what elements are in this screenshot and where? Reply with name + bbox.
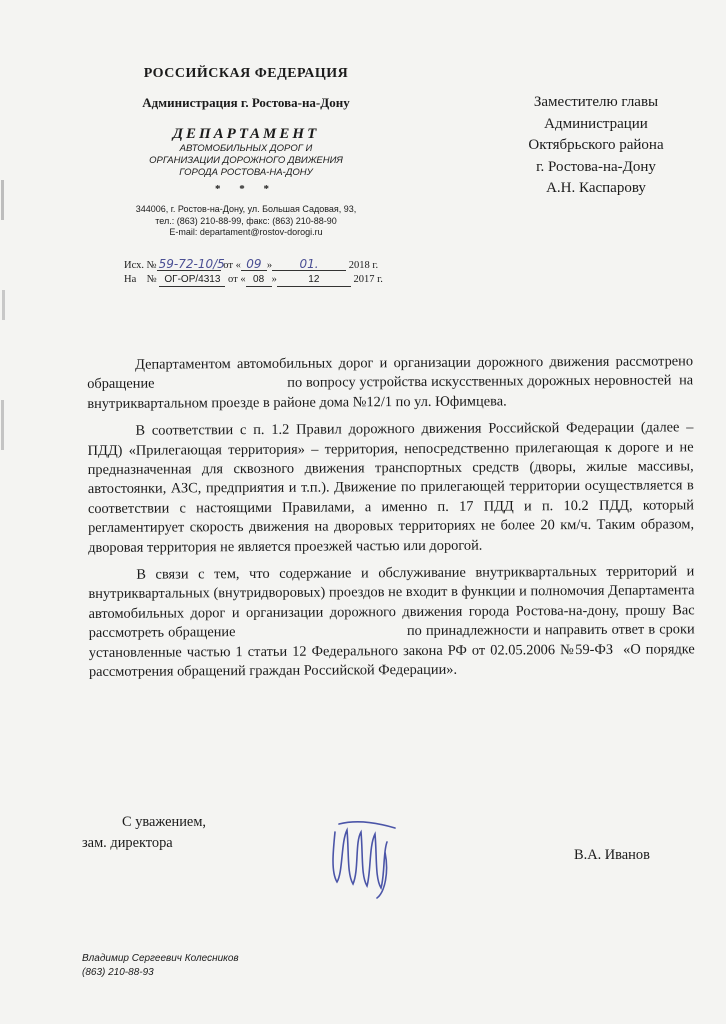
incoming-from: от « — [228, 274, 246, 285]
closing-block — [82, 812, 206, 854]
letterhead-phones: тел.: (863) 210-88-99, факс: (863) 210-88-90 — [155, 215, 337, 226]
incoming-day: 08 — [246, 274, 272, 287]
closing-regards: С уважением, — [122, 814, 207, 830]
dept-line-3: ГОРОДА РОСТОВА-НА-ДОНУ — [179, 167, 313, 178]
letterhead-stars: * * * — [215, 183, 277, 195]
outgoing-number: 59-72-10/5 — [158, 257, 225, 271]
letterhead-country: РОССИЙСКАЯ ФЕДЕРАЦИЯ — [143, 66, 349, 81]
addressee-line-5: А.Н. Каспарову — [546, 180, 646, 196]
outgoing-from: от « — [223, 260, 241, 271]
outgoing-year: 2018 г. — [348, 260, 379, 271]
closing-position: зам. директора — [82, 835, 173, 851]
letterhead-contacts — [96, 204, 396, 239]
handwritten-signature — [325, 812, 405, 907]
executor-name: Владимир Сергеевич Колесников — [82, 953, 239, 964]
body-paragraph-2: В соответствии с п. 1.2 Правил дорожного движения Российской Федерации (далее – ПДД) «Прилегающая территория» – территория, непосредственно прилегающая к дороге и не предназначенная для сквозного движения транспортных средств (дворы, жилые массивы, автостоянки, АЗС, предприятия и т.п.). Движение по прилегающей территории осуществляется в соответствии с настоящими Правилами, а именно п. 17 ПДД и п. 10.2 ПДД, который регламентирует скорость движения на дворовых территориях не более 20 км/ч. Таким образом, дворовая территория не является проезжей частью или дорогой. — [87, 419, 695, 556]
letterhead-email: E-mail: departament@rostov-dorogi.ru — [169, 227, 323, 237]
outgoing-month: 01. — [272, 258, 346, 271]
addressee-line-1: Заместителю главы — [533, 94, 659, 110]
scan-edge-mark — [0, 170, 7, 470]
letter-body — [87, 352, 699, 690]
addressee-line-3: Октябрьского района — [528, 137, 664, 153]
letterhead-department: ДЕПАРТАМЕНТ — [172, 126, 320, 142]
addressee-line-2: Администрации — [544, 115, 648, 132]
incoming-label: На — [124, 274, 137, 285]
body-paragraph-3: В связи с тем, что содержание и обслуживание внутриквартальных территорий и внутриквартальных (внутридворовых) проездов не входит в функции и полномочия Департамента автомобильных дорог и организации дорожного движения города Ростова-на-дону, прошу Вас рассмотреть обращение по принадлежности и направить ответ в сроки установленные частью 1 статьи 12 Федерального закона РФ от 02.05.2006 №59-ФЗ «О порядке рассмотрения обращений граждан Российской Федерации». — [88, 563, 699, 681]
incoming-reference — [124, 274, 383, 287]
body-paragraph-1: Департаментом автомобильных дорог и организации дорожного движения рассмотрено обращение по вопросу устройства искусственных дорожных неровностей на внутриквартальном проезде в районе дома №12/1 по ул. Юфимцева. — [87, 353, 697, 412]
addressee-block — [496, 92, 696, 200]
letterhead-address: 344006, г. Ростов-на-Дону, ул. Большая Садовая, 93, — [135, 204, 357, 214]
dept-line-2: ОРГАНИЗАЦИИ ДОРОЖНОГО ДВИЖЕНИЯ — [149, 155, 343, 166]
outgoing-mid: » — [266, 260, 273, 271]
incoming-mid: » — [271, 274, 277, 285]
signer-name: В.А. Иванов — [574, 847, 650, 863]
letterhead-department-name — [96, 143, 396, 179]
letterhead-administration: Администрация г. Ростова-на-Дону — [142, 95, 350, 110]
executor-block — [82, 952, 239, 980]
incoming-month: 12 — [277, 274, 351, 287]
executor-phone: (863) 210-88-93 — [82, 967, 154, 978]
outgoing-reference — [124, 258, 378, 271]
incoming-year: 2017 г. — [353, 274, 383, 285]
addressee-line-4: г. Ростова-на-Дону — [536, 158, 656, 175]
outgoing-label: Исх. № — [124, 260, 157, 271]
outgoing-day: 09 — [241, 258, 267, 271]
dept-line-1: АВТОМОБИЛЬНЫХ ДОРОГ И — [179, 143, 313, 154]
incoming-no: № — [146, 274, 157, 285]
incoming-number: ОГ-ОР/4313 — [159, 274, 225, 287]
